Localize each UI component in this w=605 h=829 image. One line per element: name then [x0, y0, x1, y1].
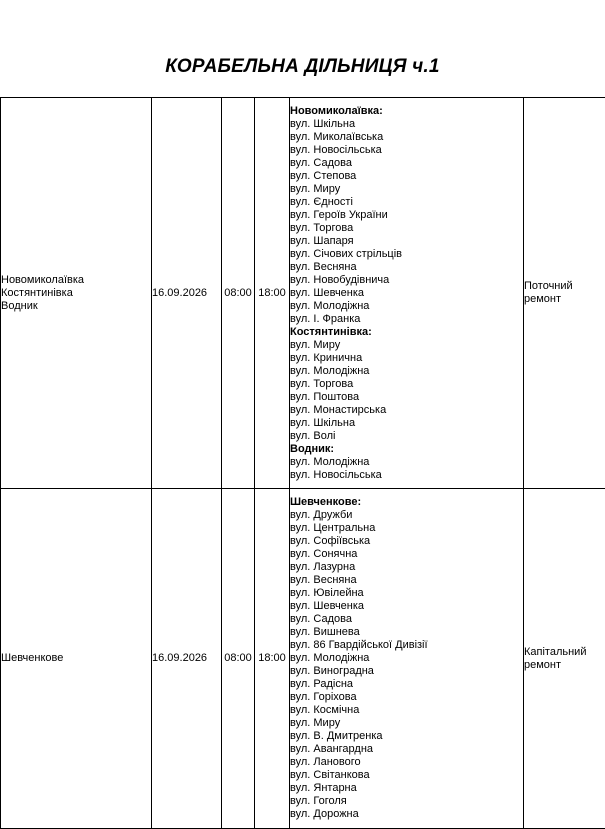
street-item: вул. Гоголя: [290, 795, 523, 808]
street-item: вул. Волі: [290, 430, 523, 443]
settlement-heading: Новомиколаївка:: [290, 105, 523, 118]
street-item: вул. Авангардна: [290, 743, 523, 756]
street-item: вул. Шкільна: [290, 417, 523, 430]
street-item: вул. Шевченка: [290, 600, 523, 613]
table-row: [1, 98, 605, 489]
locations-cell: [1, 489, 152, 829]
street-item: вул. Радісна: [290, 678, 523, 691]
street-item: вул. Весняна: [290, 261, 523, 274]
street-item: вул. Миру: [290, 183, 523, 196]
street-item: вул. Січових стрільців: [290, 248, 523, 261]
settlement-heading: Водник:: [290, 443, 523, 456]
street-item: вул. Дружби: [290, 509, 523, 522]
street-item: вул. Молодіжна: [290, 652, 523, 665]
settlement-heading: Шевченкове:: [290, 496, 523, 509]
street-item: вул. Торгова: [290, 378, 523, 391]
end-time-cell: 18:00: [255, 489, 290, 829]
street-item: вул. Софіївська: [290, 535, 523, 548]
street-item: вул. Весняна: [290, 574, 523, 587]
streets-cell: [290, 98, 524, 489]
street-item: вул. Миколаївська: [290, 131, 523, 144]
street-item: вул. Горіхова: [290, 691, 523, 704]
street-item: вул. Ланового: [290, 756, 523, 769]
work-type-cell: [524, 489, 605, 829]
street-item: вул. Ювілейна: [290, 587, 523, 600]
outage-schedule-table: [0, 97, 605, 829]
street-item: вул. Центральна: [290, 522, 523, 535]
street-item: вул. Світанкова: [290, 769, 523, 782]
street-item: вул. І. Франка: [290, 313, 523, 326]
street-item: вул. Садова: [290, 157, 523, 170]
start-time-cell: 08:00: [222, 489, 255, 829]
street-item: вул. Виноградна: [290, 665, 523, 678]
street-item: вул. Кринична: [290, 352, 523, 365]
street-item: вул. Шкільна: [290, 118, 523, 131]
street-item: вул. Героїв України: [290, 209, 523, 222]
location-name: Водник: [1, 300, 151, 313]
locations-cell: [1, 98, 152, 489]
page-title: КОРАБЕЛЬНА ДІЛЬНИЦЯ ч.1: [0, 56, 605, 78]
street-item: вул. Новобудівнича: [290, 274, 523, 287]
location-name: Новомиколаївка: [1, 274, 151, 287]
start-time-cell: 08:00: [222, 98, 255, 489]
streets-cell: [290, 489, 524, 829]
table-row: [1, 489, 605, 829]
table-body: [1, 98, 605, 829]
work-type-line: Капітальний: [524, 646, 605, 659]
street-item: вул. Садова: [290, 613, 523, 626]
street-item: вул. В. Дмитренка: [290, 730, 523, 743]
street-item: вул. Миру: [290, 339, 523, 352]
date-cell: 16.09.2026: [152, 489, 222, 829]
street-item: вул. Вишнева: [290, 626, 523, 639]
street-item: вул. Миру: [290, 717, 523, 730]
street-item: вул. Монастирська: [290, 404, 523, 417]
work-type-line: ремонт: [524, 293, 605, 306]
location-name: Костянтинівка: [1, 287, 151, 300]
street-item: вул. Сонячна: [290, 548, 523, 561]
street-item: вул. Лазурна: [290, 561, 523, 574]
street-item: вул. Шапаря: [290, 235, 523, 248]
street-item: вул. Янтарна: [290, 782, 523, 795]
end-time-cell: 18:00: [255, 98, 290, 489]
work-type-line: ремонт: [524, 659, 605, 672]
settlement-heading: Костянтинівка:: [290, 326, 523, 339]
street-item: вул. 86 Гвардійської Дивізії: [290, 639, 523, 652]
street-item: вул. Космічна: [290, 704, 523, 717]
street-item: вул. Єдності: [290, 196, 523, 209]
street-item: вул. Молодіжна: [290, 300, 523, 313]
location-name: Шевченкове: [1, 652, 151, 665]
date-cell: 16.09.2026: [152, 98, 222, 489]
street-item: вул. Молодіжна: [290, 365, 523, 378]
street-item: вул. Дорожна: [290, 808, 523, 821]
street-item: вул. Шевченка: [290, 287, 523, 300]
street-item: вул. Молодіжна: [290, 456, 523, 469]
work-type-line: Поточний: [524, 280, 605, 293]
work-type-cell: [524, 98, 605, 489]
street-item: вул. Степова: [290, 170, 523, 183]
street-item: вул. Торгова: [290, 222, 523, 235]
street-item: вул. Новосільська: [290, 469, 523, 482]
street-item: вул. Новосільська: [290, 144, 523, 157]
street-item: вул. Поштова: [290, 391, 523, 404]
